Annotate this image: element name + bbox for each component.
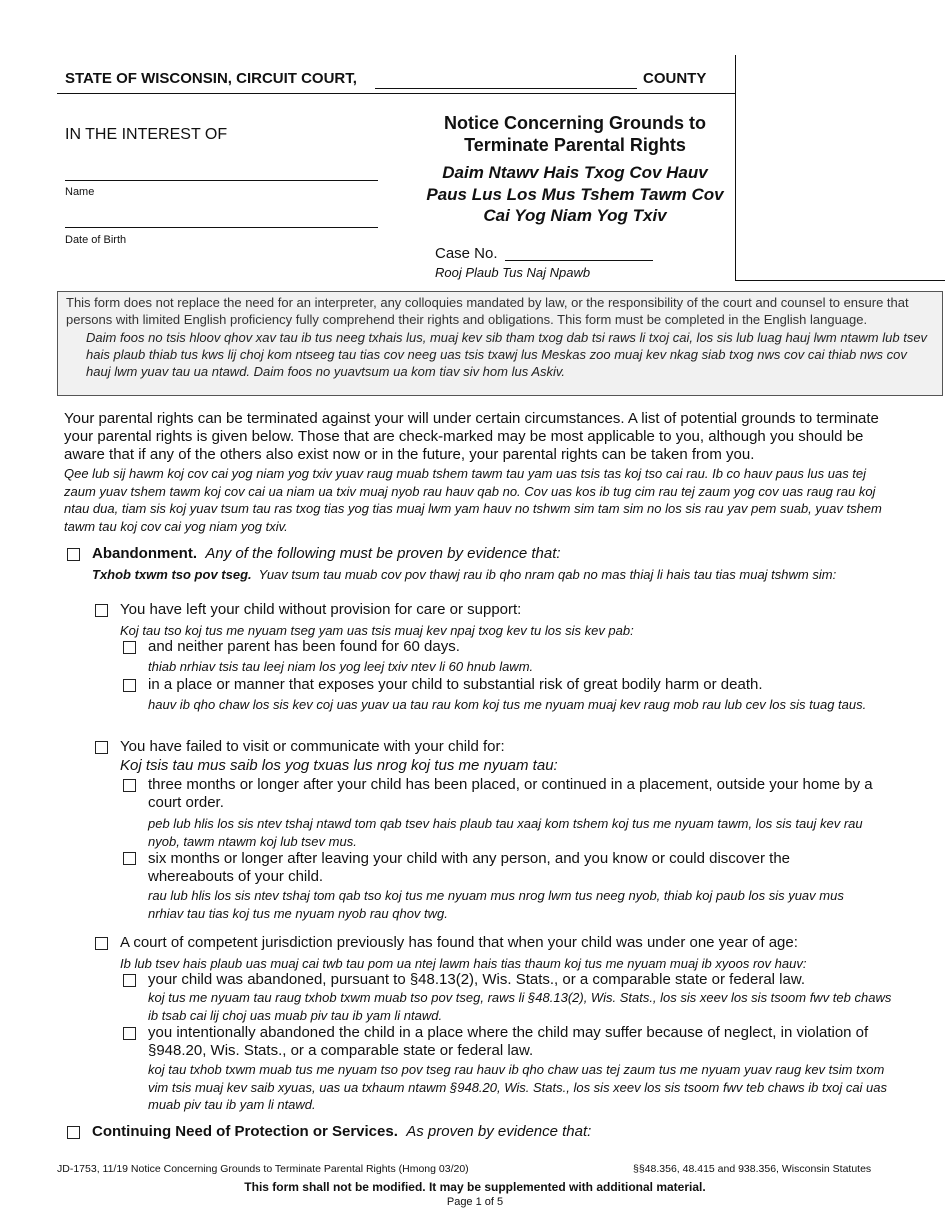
three-months-text: three months or longer after your child has been placed, or continued in a placement, outside your home by a court order. xyxy=(148,776,873,811)
name-input-line[interactable] xyxy=(65,180,378,181)
page-number: Page 1 of 5 xyxy=(446,1196,504,1208)
parent-not-found-text: and neither parent has been found for 60 days. xyxy=(148,638,460,655)
title-hmong-line-1: Daim Ntawv Hais Txog Cov Hauv xyxy=(442,163,708,182)
intentional-abandonment-text-hmong: koj tau txhob txwm muab tus me nyuam tso pov tseg rau hauv ib qho chaw uas tej zaum tus me nyuam yuav raug kev tsim txom vim tsis muaj kev saib xyuas, uas ua txhaum ntawm §948.20, Wis. Stats., los sis xeev los sis tsoom fwv teb chaws ib txoj cai uas muab piv tau ib yam li ntawd. xyxy=(148,1062,888,1112)
abandonment-heading xyxy=(92,545,912,563)
in-interest-label: IN THE INTEREST OF xyxy=(65,126,228,143)
form-title xyxy=(410,112,740,156)
risk-of-harm-text-hmong: hauv ib qho chaw los sis kev coj uas yuav ua tau rau kom koj tus me nyuam muaj kev raug mob rau lub cev los sis tuag taus. xyxy=(148,697,867,712)
footer-modification-notice: This form shall not be modified. It may be supplemented with additional material. xyxy=(244,1180,706,1194)
title-line-1: Notice Concerning Grounds to xyxy=(443,113,706,133)
three-months-checkbox[interactable] xyxy=(123,779,136,792)
header-right-divider xyxy=(736,280,945,281)
prior-court-finding-text: A court of competent jurisdiction previously has found that when your child was under one year of age: xyxy=(120,934,798,951)
abandonment-heading-bold: Abandonment. xyxy=(92,545,197,562)
failed-to-visit-checkbox[interactable] xyxy=(95,741,108,754)
interpreter-notice-box xyxy=(57,291,943,396)
no-provision-text: You have left your child without provision for care or support: xyxy=(120,601,522,618)
title-hmong-line-2: Paus Lus Los Mus Tshem Tawm Cov xyxy=(426,184,724,204)
intentional-abandonment-checkbox[interactable] xyxy=(123,1027,136,1040)
footer-form-id: JD-1753, 11/19 Notice Concerning Grounds to Terminate Parental Rights (Hmong 03/20) xyxy=(57,1163,469,1175)
child-abandoned-text-hmong: koj tus me nyuam tau raug txhob txwm muab tso pov tseg, raws li §48.13(2), Wis. Stats., los sis xeev los sis tsoom fwv teb chaws ib tsab cai lij choj uas muab piv tau ib yam li ntawd. xyxy=(148,990,892,1023)
footer-statutes: §§48.356, 48.415 and 938.356, Wisconsin Statutes xyxy=(633,1163,872,1175)
six-months-checkbox[interactable] xyxy=(123,852,136,865)
abandonment-heading-hmong xyxy=(92,566,882,584)
county-label: COUNTY xyxy=(643,70,707,87)
title-hmong-line-3: Cai Yog Niam Yog Txiv xyxy=(483,206,667,225)
six-months-text: six months or longer after leaving your child with any person, and you know or could discover the whereabouts of your child. xyxy=(148,850,791,885)
title-line-2: Terminate Parental Rights xyxy=(464,135,686,155)
court-label: STATE OF WISCONSIN, CIRCUIT COURT, xyxy=(65,70,357,87)
risk-of-harm-text: in a place or manner that exposes your child to substantial risk of great bodily harm or death. xyxy=(148,676,763,693)
prior-court-finding-text-hmong: Ib lub tsev hais plaub uas muaj cai twb tau pom ua ntej lawm hais tias thaum koj tus me nyuam muaj ib xyoos rov hauv: xyxy=(120,956,807,971)
dob-input-line[interactable] xyxy=(65,227,378,228)
intro-paragraph-hmong: Qee lub sij hawm koj cov cai yog niam yog txiv yuav raug muab tshem tawm tau yam uas tsis tas koj tso cai rau. Ib co hauv paus lus uas tej zaum yuav tshem tawm koj cov cai ua niam ua txiv muaj nyob rau hauv qab no. Cov uas kos ib tug cim rau tej zaum yog cov uas raug rau koj ntau dua, tiam sis koj yuav tsum tau ras txog tias yog tias muaj lwm yam hauv no tshwm sim tam sim no los sis rau yav pem suab, yuav tshem tawm tau koj cov cai yog niam yog txiv. xyxy=(64,466,882,534)
continuing-need-heading-bold: Continuing Need of Protection or Services. xyxy=(92,1123,398,1140)
abandonment-heading-hmong-bold: Txhob txwm tso pov tseg. xyxy=(92,567,252,582)
continuing-need-heading-rest: As proven by evidence that: xyxy=(406,1123,592,1140)
abandonment-heading-hmong-rest: Yuav tsum tau muab cov pov thawj rau ib qho nram qab no mas thiaj li hais tau tias muaj tshwm sim: xyxy=(258,567,837,582)
three-months-text-hmong: peb lub hlis los sis ntev tshaj ntawd tom qab tsev hais plaub tau xaaj kom tshem koj tus me nyuam tawm, los sis tauj kev rau nyob, tawm ntawm koj lub tsev mus. xyxy=(148,816,863,849)
notice-text-hmong: Daim foos no tsis hloov qhov xav tau ib tus neeg txhais lus, muaj kev sib tham txog dab tsi raws li txoj cai, los sis lub luag hauj lwm ntawm lub tsev hais plaub thiab tus kws lij choj kom ntseeg tau tias cov neeg uas tsis txawj lus Meskas zoo muaj kev nkag siab txog nws cov cai thiab nws cov hauj lwm yuav tau ua ntawd. Daim foos no yuavtsum ua kom tiav siv hom lus Askiv. xyxy=(86,329,928,380)
child-abandoned-checkbox[interactable] xyxy=(123,974,136,987)
failed-to-visit-text-hmong: Koj tsis tau mus saib los yog txuas lus nrog koj tus me nyuam tau: xyxy=(120,757,558,774)
risk-of-harm-checkbox[interactable] xyxy=(123,679,136,692)
dob-label: Date of Birth xyxy=(65,234,127,246)
form-title-hmong xyxy=(410,162,740,227)
no-provision-text-hmong: Koj tau tso koj tus me nyuam tseg yam uas tsis muaj kev npaj txog kev tu los sis kev pab: xyxy=(120,623,634,638)
parent-not-found-text-hmong: thiab nrhiav tsis tau leej niam los yog leej txiv ntev li 60 hnub lawm. xyxy=(148,659,534,674)
case-no-label-hmong: Rooj Plaub Tus Naj Npawb xyxy=(435,265,591,280)
intro-paragraph: Your parental rights can be terminated against your will under certain circumstances. A list of potential grounds to terminate your parental rights is given below. Those that are check-marked may be most applicable to you, although you should be aware that if any of the others also exist now or in the future, your parental rights can be taken from you. xyxy=(64,410,879,463)
header-divider xyxy=(57,93,736,94)
six-months-text-hmong: rau lub hlis los sis ntev tshaj tom qab tso koj tus me nyuam mus nrog lwm tus neeg nyob, thiab koj paub los sis yuav mus nrhiav tau tias koj tus me nyuam nyob rau qhov twg. xyxy=(148,888,844,921)
child-abandoned-text: your child was abandoned, pursuant to §48.13(2), Wis. Stats., or a comparable state or federal law. xyxy=(148,971,806,988)
abandonment-heading-rest: Any of the following must be proven by evidence that: xyxy=(205,545,561,562)
case-no-label: Case No. xyxy=(435,245,498,262)
no-provision-checkbox[interactable] xyxy=(95,604,108,617)
continuing-need-checkbox[interactable] xyxy=(67,1126,80,1139)
continuing-need-heading xyxy=(92,1123,912,1141)
abandonment-checkbox[interactable] xyxy=(67,548,80,561)
name-label: Name xyxy=(65,186,95,198)
failed-to-visit-text: You have failed to visit or communicate with your child for: xyxy=(120,738,505,755)
county-input-line[interactable] xyxy=(375,88,637,89)
notice-text: This form does not replace the need for an interpreter, any colloquies mandated by law, or the responsibility of the court and counsel to ensure that persons with limited English proficiency fully comprehend their rights and obligations. This form must be completed in the English language. xyxy=(66,295,909,328)
case-no-input-line[interactable] xyxy=(505,260,653,261)
parent-not-found-checkbox[interactable] xyxy=(123,641,136,654)
prior-court-finding-checkbox[interactable] xyxy=(95,937,108,950)
intentional-abandonment-text: you intentionally abandoned the child in a place where the child may suffer because of neglect, in violation of §948.20, Wis. Stats., or a comparable state or federal law. xyxy=(148,1024,869,1059)
